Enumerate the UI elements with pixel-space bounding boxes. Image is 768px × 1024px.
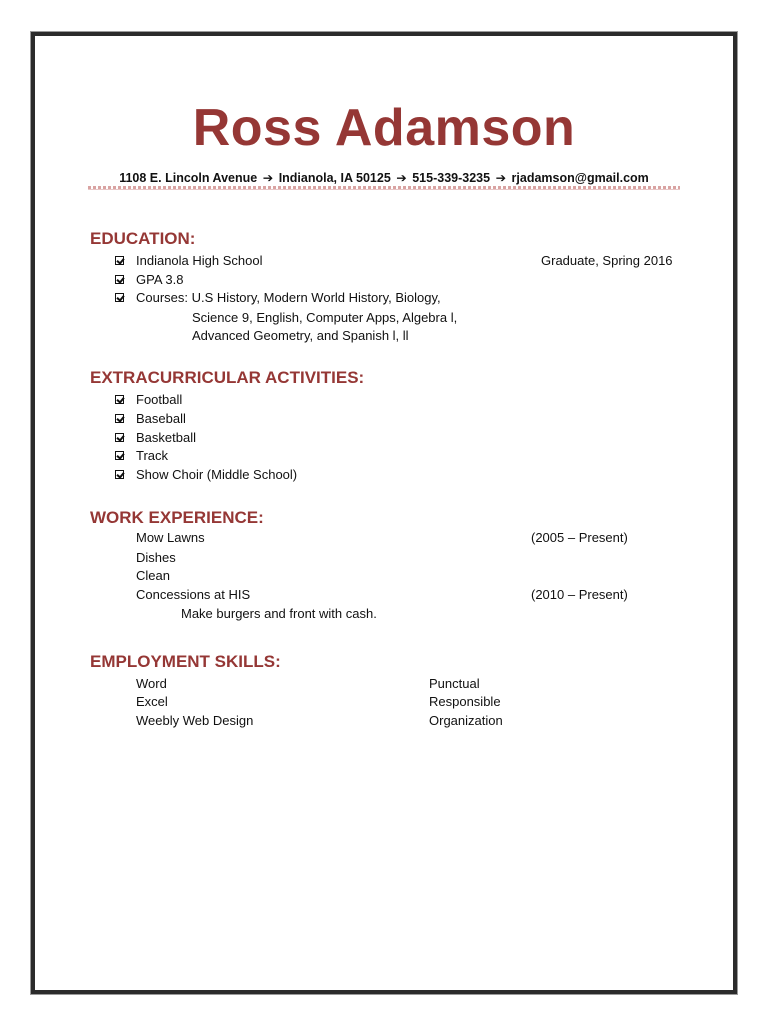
job-text: Concessions at HIS (136, 587, 251, 602)
skills-heading: EMPLOYMENT SKILLS: (90, 652, 281, 671)
checkbox-icon (115, 275, 124, 284)
skill-item: Weebly Web Design (136, 713, 254, 728)
skill-item: Punctual (429, 676, 480, 691)
job-dates: (2010 – Present) (531, 587, 628, 602)
checkbox-icon (115, 433, 124, 442)
activities-heading: EXTRACURRICULAR ACTIVITIES: (90, 368, 365, 387)
checkbox-icon (115, 451, 124, 460)
education-heading: EDUCATION: (90, 229, 196, 248)
city-text: Indianola, IA 50125 (278, 171, 391, 185)
contact-line (0, 170, 768, 185)
list-item: Track (136, 448, 169, 463)
skill-item: Word (136, 676, 167, 691)
checkbox-icon (115, 414, 124, 423)
address-text: 1108 E. Lincoln Avenue (119, 171, 258, 185)
job-text: Mow Lawns (136, 530, 205, 545)
skill-item: Responsible (429, 694, 501, 709)
list-item: Football (136, 392, 183, 407)
email-text: rjadamson@gmail.com (511, 171, 649, 185)
school-text: Indianola High School (136, 253, 263, 268)
job-dates: (2005 – Present) (531, 530, 628, 545)
skill-item: Organization (429, 713, 503, 728)
job-text: Dishes (136, 550, 176, 565)
resume-name: Ross Adamson (192, 99, 576, 157)
job-detail: Make burgers and front with cash. (181, 606, 377, 621)
courses-text: Science 9, English, Computer Apps, Algebra l, (192, 310, 458, 325)
job-text: Clean (136, 568, 170, 583)
arrow-icon: ➔ (495, 171, 507, 185)
graduation-text: Graduate, Spring 2016 (541, 253, 673, 268)
gpa-text: GPA 3.8 (136, 272, 184, 287)
arrow-icon: ➔ (396, 171, 407, 185)
skill-item: Excel (136, 694, 168, 709)
courses-text: Courses: U.S History, Modern World History, Biology, (136, 290, 441, 305)
arrow-icon: ➔ (262, 171, 274, 185)
list-item: Basketball (136, 430, 196, 445)
list-item: Baseball (136, 411, 186, 426)
checkbox-icon (115, 395, 124, 404)
checkbox-icon (115, 293, 124, 302)
header-divider (88, 186, 680, 190)
checkbox-icon (115, 256, 124, 265)
phone-text: 515-339-3235 (412, 171, 491, 185)
list-item: Show Choir (Middle School) (136, 467, 298, 482)
checkbox-icon (115, 470, 124, 479)
courses-text: Advanced Geometry, and Spanish l, ll (192, 328, 409, 343)
work-heading: WORK EXPERIENCE: (90, 508, 264, 527)
